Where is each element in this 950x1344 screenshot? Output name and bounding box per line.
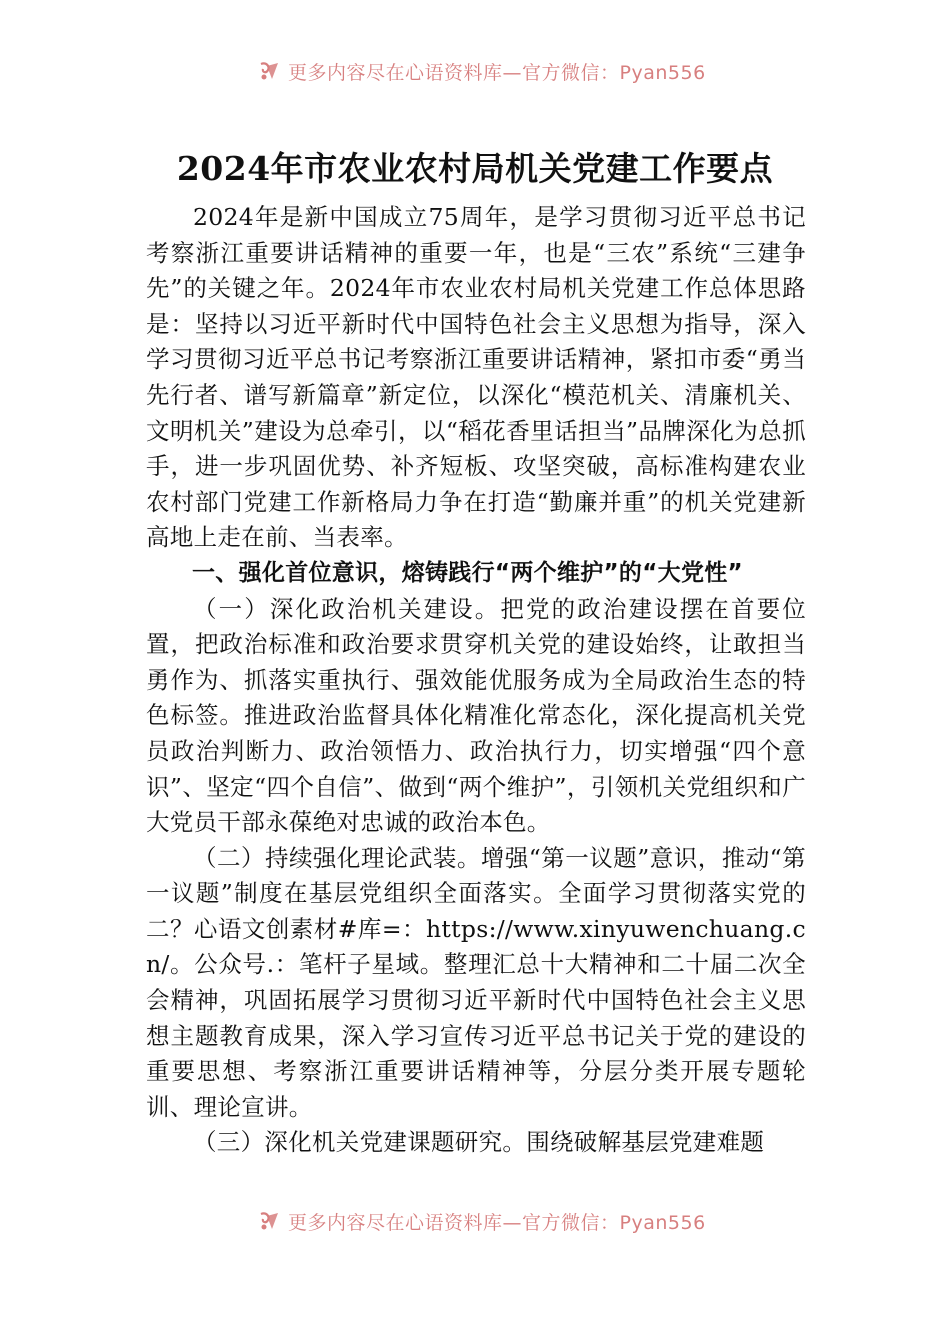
body-paragraph: （一）深化政治机关建设。把党的政治建设摆在首要位置，把政治标准和政治要求贯穿机关党的建设始终，让敢担当勇作为、抓落实重执行、强效能优服务成为全局政治生态的特色标签。推进政治监督具体化精准化常态化，深化提高机关党员政治判断力、政治领悟力、政治执行力，切实增强“四个意识”、坚定“四个自信”、做到“两个维护”，引领机关党组织和广大党员干部永葆绝对忠诚的政治本色。: [146, 594, 806, 837]
section-heading: 一、强化首位意识，熔铸践行“两个维护”的“大党性”: [192, 559, 743, 586]
watermark-bottom: [258, 1208, 706, 1234]
body-paragraph: （三）深化机关党建课题研究。围绕破解基层党建难题: [193, 1128, 765, 1157]
document-title: 2024年市农业农村局机关党建工作要点: [176, 149, 774, 188]
body-paragraph: （二）持续强化理论武装。增强“第一议题”意识，推动“第一议题”制度在基层党组织全面落实。全面学习贯彻落实党的二？心语文创素材#库=：https://www.xinyuwenchuang.cn/。公众号.：笔杆子星域。整理汇总十大精神和二十届二次全会精神，巩固拓展学习贯彻习近平新时代中国特色社会主义思想主题教育成果，深入学习宣传习近平总书记关于党的建设的重要思想、考察浙江重要讲话精神等，分层分类开展专题轮训、理论宣讲。: [146, 843, 806, 1121]
logo-icon: [258, 60, 282, 82]
intro-paragraph: 2024年是新中国成立75周年，是学习贯彻习近平总书记考察浙江重要讲话精神的重要一年，也是“三农”系统“三建争先”的关键之年。2024年市农业农村局机关党建工作总体思路是：坚持以习近平新时代中国特色社会主义思想为指导，深入学习贯彻习近平总书记考察浙江重要讲话精神，紧扣市委“勇当先行者、谱写新篇章”新定位，以深化“模范机关、清廉机关、文明机关”建设为总牵引，以“稻花香里话担当”品牌深化为总抓手，进一步巩固优势、补齐短板、攻坚突破，高标准构建农业农村部门党建工作新格局力争在打造“勤廉并重”的机关党建新高地上走在前、当表率。: [146, 203, 806, 552]
document-body: [146, 200, 806, 1161]
watermark-top: [258, 58, 706, 84]
logo-icon: [258, 1210, 282, 1232]
watermark-text: 更多内容尽在心语资料库—官方微信：Pyan556: [288, 61, 706, 84]
watermark-text: 更多内容尽在心语资料库—官方微信：Pyan556: [288, 1211, 706, 1234]
